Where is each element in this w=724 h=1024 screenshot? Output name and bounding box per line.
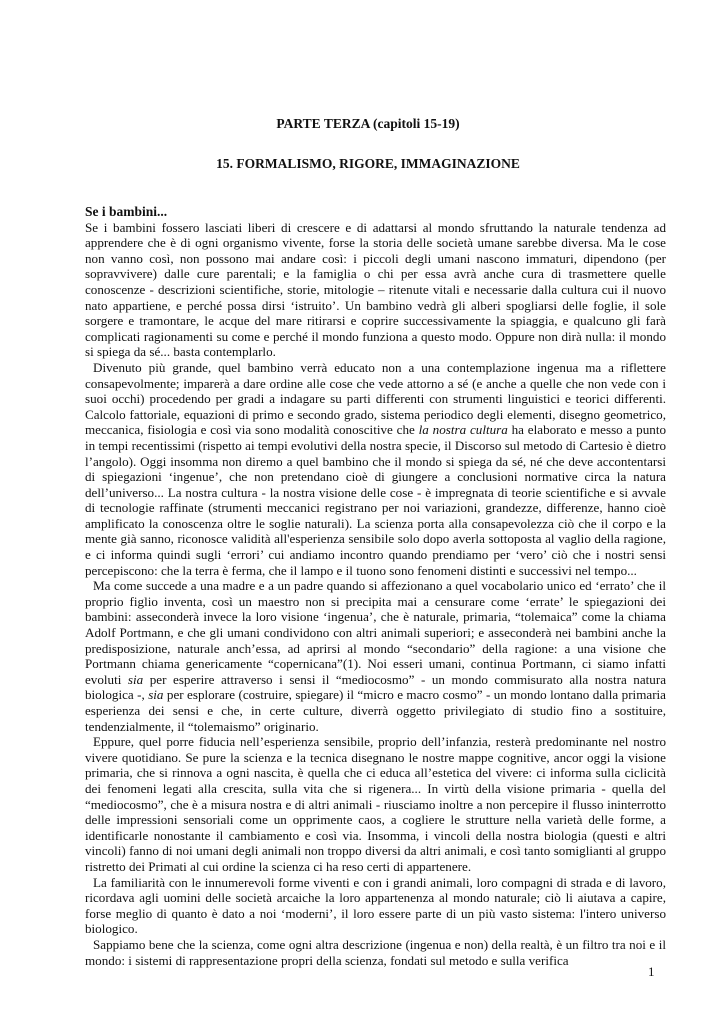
paragraph (85, 875, 666, 937)
text-run: per esplorare (costruire, spiegare) il “micro e macro cosmo” - un mondo lontano dalla primaria esperienza dei sensi e che, in certe culture, diverrà oggetto privilegiato di studio fino a sostituire, tendenzialmente, il “tolemaismo” originario. (85, 687, 666, 734)
text-run: Sappiamo bene che la scienza, come ogni altra descrizione (ingenua e non) della realtà, è un filtro tra noi e il mondo: i sistemi di rappresentazione propri della scienza, fondati sul metodo e sulla verifica (85, 936, 666, 968)
text-run: per esperire attraverso i sensi il “mediocosmo” - un mondo commisurato alla nostra natura biologica -, (85, 671, 667, 703)
paragraph-container (85, 220, 666, 969)
text-run: La familiarità con le innumerevoli forme viventi e con i grandi animali, loro compagni di strada e di lavoro, ricordava agli uomini delle società arcaiche la loro appartenenza al mondo naturale; ciò li aiutava a capire, forse meglio di quanto è dato a noi ‘moderni’, il loro essere parte di un più vasto sistema: l'intero universo biologico. (85, 874, 666, 937)
italic-text: sia (127, 671, 144, 687)
paragraph (85, 578, 666, 734)
chapter-title: 15. FORMALISMO, RIGORE, IMMAGINAZIONE (216, 156, 520, 171)
paragraph (85, 734, 666, 874)
text-run: ha elaborato e messo a punto in tempi recentissimi (rispetto ai tempi evolutivi della nostra specie, il Discorso sul metodo di Cartesio è dietro l’angolo). Oggi insomma non diremo a quel bambino che il mondo si spiega da sé, né che deve accontentarsi di spiegazioni ‘ingenue’, che non pretendano cioè di giungere a conclusioni normative circa la natura dell’universo... La nostra cultura - la nostra visione delle cose - è impregnata di teorie scientifiche e si avvale di tecnologie raffinate (strumenti meccanici registrano per noi variazioni, grandezze, differenze, hanno cioè amplificato la conoscenza oltre le soglie naturali). La scienza porta alla consapevolezza ciò che il corpo e la mente già sanno, riconosce validità all'esperienza sensibile solo dopo averla sottoposta al vaglio della ragione, e ci informa quindi sugli ‘errori’ cui andiamo incontro quando prendiamo per ‘vero’ ciò che i nostri sensi percepiscono: che la terra è ferma, che il lampo e il tuono sono fenomeni distinti e successivi nel tempo... (85, 422, 666, 578)
italic-text: la nostra cultura (418, 422, 508, 438)
section-heading: Se i bambini... (85, 204, 168, 219)
text-run: Ma come succede a una madre e a un padre quando si affezionano a quel vocabolario unico ed ‘errato’ che il proprio figlio inventa, così un maestro non si precipita mai a censurare come ‘errate’ le spiegazioni dei bambini: asseconderà invece la loro visione ‘ingenua’, che è naturale, primaria, “tolemaica” come la chiama Adolf Portmann, e che gli umani condividono con altri animali superiori; e asseconderà nei bambini anche la predisposizione, naturale anch’essa, ad aprirsi al mondo “secondario” della ragione: a una visione che Portmann chiama genericamente “copernicana”(1). Noi esseri umani, continua Portmann, ci siamo infatti evoluti (85, 578, 666, 687)
paragraph (85, 937, 666, 968)
paragraph (85, 220, 666, 360)
text-run: Se i bambini fossero lasciati liberi di crescere e di adattarsi al mondo sfruttando la naturale tendenza ad apprendere che è di ogni organismo vivente, forse la storia delle società umane sarebbe diversa. Ma le cose non vanno così, non possono mai andare così: i piccoli degli umani nascono immaturi, dipendono (per sopravvivere) dalle cure parentali; e la famiglia o chi per essa avrà anche cura di trasmettere quelle conoscenze - descrizioni scientifiche, storie, mitologie – ritenute vitali e necessarie dalla cultura cui il nuovo nato appartiene, e perché possa dirsi ‘istruito’. Un bambino vedrà gli alberi spogliarsi delle foglie, il sole sorgere e tramontare, le acque del mare ritirarsi e coprire successivamente la spiaggia, e qualcuno gli farà complicati ragionamenti su come e perché il mondo funziona a questo modo. Oppure non dirà nulla: il mondo si spiega da sé... basta contemplarlo. (85, 219, 666, 360)
paragraph (85, 360, 666, 578)
text-run: Divenuto più grande, quel bambino verrà educato non a una contemplazione ingenua ma a riflettere consapevolmente; imparerà a dare ordine alle cose che vede attorno a sé (e anche a quelle che non vede con i suoi occhi) procedendo per gradi a indagare su parti differenti con strumenti linguistici e teorici differenti. Calcolo fattoriale, equazioni di primo e secondo grado, sistema periodico degli elementi, disegno geometrico, meccanica, fisiologia e così via sono modalità conoscitive che (85, 359, 666, 438)
text-run: Eppure, quel porre fiducia nell’esperienza sensibile, proprio dell’infanzia, resterà predominante nel nostro vivere quotidiano. Se pure la scienza e la tecnica disegnano le nostre mappe cognitive, ancor oggi la visione primaria, che si rinnova a ogni nascita, è quella che ci educa all’estetica del vivere: ci informa sulla ciclicità dei fenomeni legati alla crescita, sulla vita che si rigenera... In virtù della visione primaria - quella del “mediocosmo”, che è a misura nostra e di altri animali - riusciamo inoltre a non percepire il flusso ininterrotto delle impressioni sensoriali come un opprimente caos, a cogliere le strutture nella varietà delle forme, a identificarle nonostante il cambiamento e così via. Insomma, i vincoli della nostra biologia (questi e altri vincoli) fanno di noi umani degli animali non troppo diversi da altri animali, e così tanto somiglianti al gruppo ristretto dei Primati al cui ordine la scienza ci ha reso certi di appartenere. (85, 734, 666, 874)
part-title: PARTE TERZA (capitoli 15-19) (276, 116, 460, 131)
body-text (85, 204, 666, 968)
page-number: 1 (648, 964, 655, 979)
italic-text: sia (148, 687, 164, 703)
